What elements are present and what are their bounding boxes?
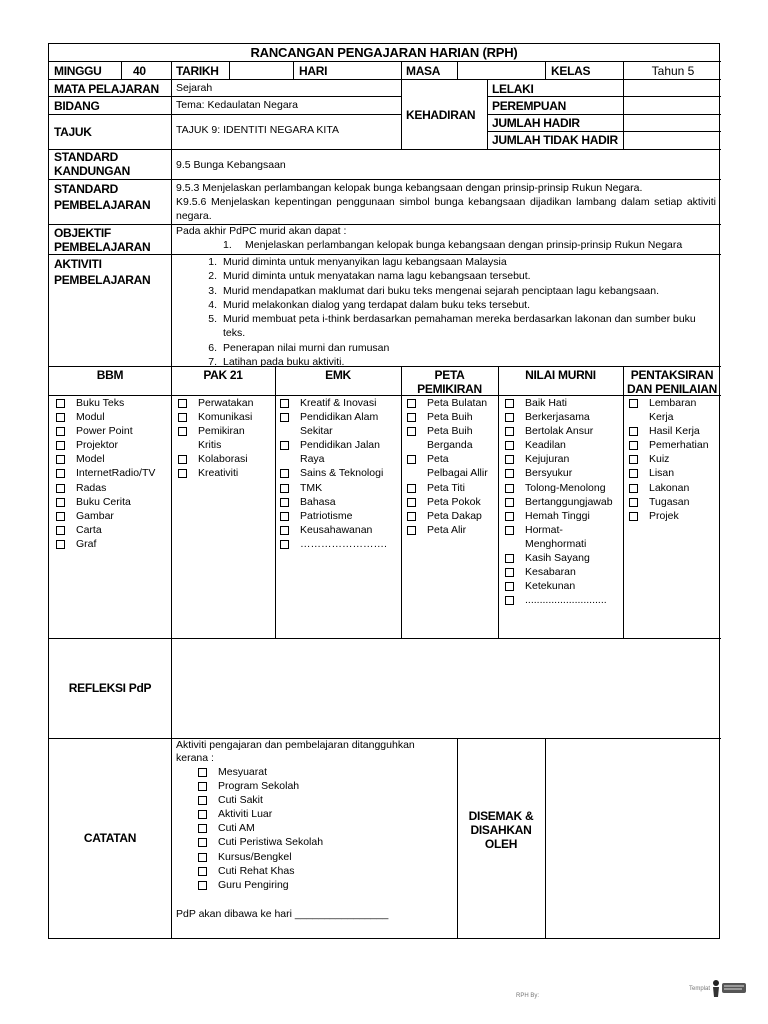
bbm-option-label: Radas bbox=[76, 481, 107, 494]
pak21-option-label: Komunikasi bbox=[198, 411, 253, 424]
aktiviti-item-text: Latihan pada buku aktiviti. bbox=[223, 356, 345, 369]
emk-checklist bbox=[279, 396, 395, 551]
checkbox-icon[interactable] bbox=[280, 399, 289, 408]
aktiviti-label: AKTIVITI PEMBELAJARAN bbox=[54, 257, 151, 287]
bbm-option-label: Modul bbox=[76, 411, 105, 424]
mata-pelajaran-value[interactable]: Sejarah bbox=[176, 82, 213, 94]
peta-pemikiran-option[interactable] bbox=[406, 523, 490, 537]
nilai-murni-option[interactable] bbox=[504, 551, 616, 565]
catatan-option[interactable] bbox=[197, 765, 447, 779]
objektif-intro: Pada akhir PdPC murid akan dapat : bbox=[176, 225, 347, 237]
aktiviti-item[interactable] bbox=[199, 298, 711, 312]
catatan-option-label: Program Sekolah bbox=[218, 780, 300, 793]
checkbox-icon[interactable] bbox=[407, 455, 416, 464]
catatan-intro: Aktiviti pengajaran dan pembelajaran ditangguhkan kerana : bbox=[176, 739, 415, 764]
emk-option-label: Keusahawanan bbox=[300, 523, 373, 536]
nilai-murni-option-label: Kejujuran bbox=[525, 453, 570, 466]
catatan-option[interactable] bbox=[197, 835, 447, 849]
pentaksiran-option-label: Kuiz bbox=[649, 453, 670, 466]
aktiviti-item-text: Murid mendapatkan maklumat dari buku teks mengenai sejarah penciptaan lagu kebangsaan. bbox=[223, 284, 660, 297]
catatan-label: CATATAN bbox=[83, 831, 137, 845]
checkbox-icon[interactable] bbox=[280, 526, 289, 535]
bbm-option-label: Carta bbox=[76, 523, 102, 536]
peta-pemikiran-option[interactable] bbox=[406, 424, 490, 452]
peta-pemikiran-option[interactable] bbox=[406, 396, 490, 410]
peta-pemikiran-option-label: Peta Titi bbox=[427, 481, 465, 494]
checkbox-icon[interactable] bbox=[198, 782, 207, 791]
emk-option[interactable] bbox=[279, 438, 395, 466]
nilai-murni-option-label: Baik Hati bbox=[525, 397, 568, 409]
pentaksiran-option-label: Pemerhatian bbox=[649, 439, 709, 452]
checkbox-icon[interactable] bbox=[407, 526, 416, 535]
checkbox-icon[interactable] bbox=[56, 526, 65, 535]
aktiviti-item[interactable] bbox=[199, 341, 711, 355]
pak21-option-label: Kreativiti bbox=[198, 467, 239, 480]
checkbox-icon[interactable] bbox=[280, 441, 289, 450]
bbm-option-label: Model bbox=[76, 453, 105, 466]
catatan-option[interactable] bbox=[197, 779, 447, 793]
pdp-dibawa-text[interactable]: PdP akan dibawa ke hari ________________ bbox=[176, 908, 389, 920]
emk-option-label: Pendidikan Alam Sekitar bbox=[300, 411, 379, 438]
bbm-option[interactable] bbox=[55, 424, 167, 438]
bbm-option-label: Projektor bbox=[76, 439, 119, 452]
aktiviti-item-number: 3. bbox=[208, 284, 217, 297]
checkbox-icon[interactable] bbox=[56, 399, 65, 408]
emk-option[interactable] bbox=[279, 509, 395, 523]
pak21-header: PAK 21 bbox=[203, 368, 243, 382]
nilai-murni-option[interactable] bbox=[504, 481, 616, 495]
nilai-murni-header: NILAI MURNI bbox=[525, 368, 596, 382]
aktiviti-item-number: 2. bbox=[208, 270, 217, 283]
footer-templat: Templat bbox=[689, 986, 711, 992]
aktiviti-item-text: Murid melakonkan dialog yang terdapat dalam buku teks tersebut. bbox=[223, 298, 531, 311]
standard-pembelajaran-value[interactable]: 9.5.3 Menjelaskan perlambangan kelopak bunga kebangsaan dengan prinsip-prinsip Rukun Negara. K9.5.6 Menjelaskan kepentingan penggunaan simbol bunga kebangsaan dijadikan lambang dalam setiap aktiviti negara. bbox=[176, 182, 716, 222]
checkbox-icon[interactable] bbox=[198, 881, 207, 890]
emk-option[interactable] bbox=[279, 537, 395, 551]
bbm-option-label: Gambar bbox=[76, 509, 114, 522]
pak21-option[interactable] bbox=[177, 396, 269, 410]
checkbox-icon[interactable] bbox=[56, 512, 65, 521]
jumlah-hadir-label: JUMLAH HADIR bbox=[492, 116, 580, 130]
checkbox-icon[interactable] bbox=[505, 582, 514, 591]
peta-pemikiran-option[interactable] bbox=[406, 410, 490, 424]
aktiviti-item[interactable] bbox=[199, 312, 711, 341]
checkbox-icon[interactable] bbox=[198, 810, 207, 819]
checkbox-icon[interactable] bbox=[505, 526, 514, 535]
checkbox-icon[interactable] bbox=[629, 399, 638, 408]
checkbox-icon[interactable] bbox=[178, 427, 187, 436]
nilai-murni-option-label: Tolong-Menolong bbox=[525, 481, 606, 494]
checkbox-icon[interactable] bbox=[505, 554, 514, 563]
pentaksiran-option-label: Projek bbox=[649, 509, 679, 522]
jumlah-tidak-hadir-field[interactable] bbox=[624, 132, 720, 148]
checkbox-icon[interactable] bbox=[56, 469, 65, 478]
peta-pemikiran-option[interactable] bbox=[406, 481, 490, 495]
checkbox-icon[interactable] bbox=[280, 413, 289, 422]
aktiviti-item-text: Murid diminta untuk menyanyikan lagu kebangsaan Malaysia bbox=[223, 256, 507, 268]
checkbox-icon[interactable] bbox=[505, 596, 514, 605]
checkbox-icon[interactable] bbox=[505, 427, 514, 436]
nilai-murni-option-label: Kesabaran bbox=[525, 566, 576, 579]
bbm-option[interactable] bbox=[55, 410, 167, 424]
checkbox-icon[interactable] bbox=[198, 838, 207, 847]
nilai-murni-option-label: ............................ bbox=[525, 594, 607, 607]
checkbox-icon[interactable] bbox=[505, 441, 514, 450]
checkbox-icon[interactable] bbox=[56, 455, 65, 464]
peta-pemikiran-checklist bbox=[406, 396, 490, 537]
pak21-option-label: Perwatakan bbox=[198, 397, 254, 409]
nilai-murni-option[interactable] bbox=[504, 452, 616, 466]
checkbox-icon[interactable] bbox=[178, 413, 187, 422]
emk-option[interactable] bbox=[279, 410, 395, 438]
kehadiran-label: KEHADIRAN bbox=[406, 108, 476, 122]
checkbox-icon[interactable] bbox=[280, 469, 289, 478]
bbm-option[interactable] bbox=[55, 509, 167, 523]
lelaki-label: LELAKI bbox=[492, 82, 534, 96]
peta-pemikiran-option-label: Peta Pelbagai Allir bbox=[427, 453, 488, 480]
disemak-signature-field[interactable] bbox=[546, 739, 720, 938]
checkbox-icon[interactable] bbox=[505, 469, 514, 478]
peta-pemikiran-option-label: Peta Pokok bbox=[427, 495, 481, 508]
catatan-option-label: Kursus/Bengkel bbox=[218, 850, 292, 863]
bbm-option-label: Graf bbox=[76, 537, 97, 550]
checkbox-icon[interactable] bbox=[629, 498, 638, 507]
checkbox-icon[interactable] bbox=[629, 484, 638, 493]
checkbox-icon[interactable] bbox=[178, 469, 187, 478]
checkbox-icon[interactable] bbox=[56, 427, 65, 436]
refleksi-label: REFLEKSI PdP bbox=[68, 681, 152, 695]
checkbox-icon[interactable] bbox=[629, 441, 638, 450]
jumlah-tidak-hadir-label: JUMLAH TIDAK HADIR bbox=[492, 133, 618, 147]
rph-form bbox=[48, 43, 720, 939]
checkbox-icon[interactable] bbox=[505, 455, 514, 464]
nilai-murni-option[interactable] bbox=[504, 579, 616, 593]
checkbox-icon[interactable] bbox=[280, 484, 289, 493]
aktiviti-item-number: 7. bbox=[208, 356, 217, 369]
pentaksiran-option[interactable] bbox=[628, 481, 718, 495]
pentaksiran-option[interactable] bbox=[628, 396, 718, 424]
perempuan-label: PEREMPUAN bbox=[492, 99, 566, 113]
bbm-option-label: Power Point bbox=[76, 425, 133, 438]
masa-label: MASA bbox=[406, 64, 441, 78]
peta-pemikiran-option-label: Peta Dakap bbox=[427, 509, 482, 522]
bbm-option[interactable] bbox=[55, 537, 167, 551]
checkbox-icon[interactable] bbox=[407, 399, 416, 408]
nilai-murni-option[interactable] bbox=[504, 466, 616, 480]
pak21-option-label: Kolaborasi bbox=[198, 453, 248, 466]
checkbox-icon[interactable] bbox=[178, 455, 187, 464]
lelaki-field[interactable] bbox=[624, 80, 720, 96]
emk-option[interactable] bbox=[279, 396, 395, 410]
nilai-murni-option-label: Keadilan bbox=[525, 439, 566, 452]
bbm-option[interactable] bbox=[55, 523, 167, 537]
peta-pemikiran-option-label: Peta Alir bbox=[427, 523, 467, 536]
catatan-option[interactable] bbox=[197, 807, 447, 821]
pentaksiran-option[interactable] bbox=[628, 495, 718, 509]
aktiviti-item-text: Murid membuat peta i-think berdasarkan pemahaman mereka berdasarkan lakonan dan sumber buku teks. bbox=[223, 313, 696, 340]
pak21-option[interactable] bbox=[177, 410, 269, 424]
emk-option-label: Bahasa bbox=[300, 495, 336, 508]
nilai-murni-option[interactable] bbox=[504, 410, 616, 424]
catatan-option-label: Cuti AM bbox=[218, 822, 255, 835]
nilai-murni-option[interactable] bbox=[504, 509, 616, 523]
bbm-option-label: Buku Teks bbox=[76, 397, 125, 409]
catatan-option[interactable] bbox=[197, 821, 447, 835]
aktiviti-list bbox=[199, 255, 711, 369]
catatan-checklist bbox=[197, 765, 447, 892]
peta-pemikiran-option-label: Peta Buih Berganda bbox=[427, 425, 473, 452]
aktiviti-item[interactable] bbox=[199, 284, 711, 298]
nilai-murni-option[interactable] bbox=[504, 523, 616, 551]
checkbox-icon[interactable] bbox=[407, 413, 416, 422]
bbm-option[interactable] bbox=[55, 466, 167, 480]
nilai-murni-option-label: Ketekunan bbox=[525, 580, 576, 593]
nilai-murni-option-label: Berkerjasama bbox=[525, 411, 590, 424]
pak21-option[interactable] bbox=[177, 466, 269, 480]
nilai-murni-option[interactable] bbox=[504, 396, 616, 410]
peta-pemikiran-option[interactable] bbox=[406, 452, 490, 480]
checkbox-icon[interactable] bbox=[56, 441, 65, 450]
checkbox-icon[interactable] bbox=[280, 512, 289, 521]
checkbox-icon[interactable] bbox=[629, 427, 638, 436]
nilai-murni-option[interactable] bbox=[504, 438, 616, 452]
pentaksiran-option[interactable] bbox=[628, 424, 718, 438]
footer-rph-by: RPH By: bbox=[516, 993, 540, 999]
checkbox-icon[interactable] bbox=[56, 413, 65, 422]
aktiviti-item[interactable] bbox=[199, 269, 711, 283]
nilai-murni-option[interactable] bbox=[504, 495, 616, 509]
aktiviti-item-number: 6. bbox=[208, 341, 217, 354]
checkbox-icon[interactable] bbox=[629, 512, 638, 521]
emk-option[interactable] bbox=[279, 495, 395, 509]
nilai-murni-option-label: Hormat-Menghormati bbox=[525, 523, 587, 550]
checkbox-icon[interactable] bbox=[505, 498, 514, 507]
peta-pemikiran-option[interactable] bbox=[406, 509, 490, 523]
aktiviti-item-text: Murid diminta untuk menyatakan nama lagu kebangsaan tersebut. bbox=[223, 270, 531, 283]
emk-header: EMK bbox=[325, 368, 351, 382]
checkbox-icon[interactable] bbox=[56, 540, 65, 549]
catatan-option-label: Mesyuarat bbox=[218, 766, 268, 778]
checkbox-icon[interactable] bbox=[198, 867, 207, 876]
standard-kandungan-label: STANDARD KANDUNGAN bbox=[54, 150, 130, 178]
checkbox-icon[interactable] bbox=[198, 796, 207, 805]
refleksi-field[interactable] bbox=[172, 639, 720, 737]
pentaksiran-option[interactable] bbox=[628, 452, 718, 466]
bbm-option-label: Buku Cerita bbox=[76, 495, 131, 508]
kelas-value[interactable]: Tahun 5 bbox=[651, 64, 695, 78]
checkbox-icon[interactable] bbox=[178, 399, 187, 408]
checkbox-icon[interactable] bbox=[407, 484, 416, 493]
emk-option-label: ……………………. bbox=[300, 537, 387, 550]
standard-pembelajaran-label: STANDARD PEMBELAJARAN bbox=[54, 182, 151, 212]
nilai-murni-option[interactable] bbox=[504, 593, 616, 607]
checkbox-icon[interactable] bbox=[280, 540, 289, 549]
pentaksiran-option[interactable] bbox=[628, 466, 718, 480]
kelas-label: KELAS bbox=[551, 64, 591, 78]
pak21-option-label: Pemikiran Kritis bbox=[198, 425, 245, 452]
bbm-option[interactable] bbox=[55, 396, 167, 410]
objektif-label: OBJEKTIF PEMBELAJARAN bbox=[54, 226, 151, 254]
bidang-label: BIDANG bbox=[54, 99, 100, 113]
bbm-option[interactable] bbox=[55, 438, 167, 452]
aktiviti-item-text: Penerapan nilai murni dan rumusan bbox=[223, 341, 390, 354]
emk-option-label: Sains & Teknologi bbox=[300, 467, 384, 480]
catatan-option[interactable] bbox=[197, 864, 447, 878]
nilai-murni-checklist bbox=[504, 396, 616, 607]
pentaksiran-option-label: Lakonan bbox=[649, 481, 690, 494]
checkbox-icon[interactable] bbox=[198, 768, 207, 777]
catatan-option[interactable] bbox=[197, 878, 447, 892]
pentaksiran-option-label: Lisan bbox=[649, 467, 675, 480]
minggu-label: MINGGU bbox=[54, 64, 102, 78]
hari-label: HARI bbox=[299, 64, 328, 78]
pak21-checklist bbox=[177, 396, 269, 481]
objektif-item-num: 1. bbox=[223, 239, 232, 251]
emk-option-label: Kreatif & Inovasi bbox=[300, 397, 377, 409]
nilai-murni-option[interactable] bbox=[504, 424, 616, 438]
pentaksiran-option-label: Lembaran Kerja bbox=[649, 397, 697, 424]
mata-pelajaran-label: MATA PELAJARAN bbox=[54, 82, 159, 96]
peta-pemikiran-option-label: Peta Bulatan bbox=[427, 397, 488, 409]
peta-pemikiran-header: PETA PEMIKIRAN bbox=[417, 368, 482, 396]
pentaksiran-option[interactable] bbox=[628, 509, 718, 523]
bbm-option[interactable] bbox=[55, 481, 167, 495]
peta-pemikiran-option[interactable] bbox=[406, 495, 490, 509]
pentaksiran-checklist bbox=[628, 396, 718, 523]
nilai-murni-option-label: Hemah Tinggi bbox=[525, 509, 590, 522]
form-title: RANCANGAN PENGAJARAN HARIAN (RPH) bbox=[250, 45, 518, 60]
pak21-option[interactable] bbox=[177, 452, 269, 466]
catatan-option-label: Cuti Sakit bbox=[218, 794, 263, 807]
bbm-option-label: InternetRadio/TV bbox=[76, 467, 156, 480]
checkbox-icon[interactable] bbox=[56, 498, 65, 507]
bbm-header: BBM bbox=[96, 368, 124, 382]
checkbox-icon[interactable] bbox=[198, 853, 207, 862]
minggu-value[interactable]: 40 bbox=[133, 64, 146, 78]
emk-option-label: TMK bbox=[300, 481, 323, 494]
catatan-option[interactable] bbox=[197, 793, 447, 807]
checkbox-icon[interactable] bbox=[407, 498, 416, 507]
emk-option[interactable] bbox=[279, 523, 395, 537]
checkbox-icon[interactable] bbox=[198, 824, 207, 833]
emk-option[interactable] bbox=[279, 466, 395, 480]
standard-kandungan-value[interactable]: 9.5 Bunga Kebangsaan bbox=[176, 159, 286, 171]
nilai-murni-option-label: Kasih Sayang bbox=[525, 552, 590, 565]
aktiviti-item-number: 5. bbox=[208, 313, 217, 326]
nilai-murni-option-label: Bersyukur bbox=[525, 467, 573, 480]
checkbox-icon[interactable] bbox=[505, 484, 514, 493]
checkbox-icon[interactable] bbox=[56, 484, 65, 493]
pentaksiran-header: PENTAKSIRAN DAN PENILAIAN bbox=[626, 368, 718, 396]
bbm-checklist bbox=[55, 396, 167, 551]
nilai-murni-option-label: Bertolak Ansur bbox=[525, 425, 594, 438]
checkbox-icon[interactable] bbox=[505, 568, 514, 577]
catatan-option-label: Cuti Peristiwa Sekolah bbox=[218, 836, 324, 849]
nilai-murni-option-label: Bertanggungjawab bbox=[525, 495, 613, 508]
tajuk-label: TAJUK bbox=[54, 125, 92, 139]
emk-option[interactable] bbox=[279, 481, 395, 495]
pentaksiran-option[interactable] bbox=[628, 438, 718, 452]
pentaksiran-option-label: Hasil Kerja bbox=[649, 425, 700, 438]
aktiviti-item[interactable] bbox=[199, 255, 711, 269]
emk-option-label: Patriotisme bbox=[300, 509, 353, 522]
pentaksiran-option-label: Tugasan bbox=[649, 495, 690, 508]
jumlah-hadir-field[interactable] bbox=[624, 115, 720, 131]
checkbox-icon[interactable] bbox=[505, 399, 514, 408]
checkbox-icon[interactable] bbox=[505, 512, 514, 521]
tarikh-label: TARIKH bbox=[176, 64, 219, 78]
catatan-option-label: Cuti Rehat Khas bbox=[218, 864, 295, 877]
catatan-option-label: Aktiviti Luar bbox=[218, 808, 273, 821]
objektif-item[interactable]: Menjelaskan perlambangan kelopak bunga kebangsaan dengan prinsip-prinsip Rukun Negara bbox=[245, 239, 683, 251]
bbm-option[interactable] bbox=[55, 495, 167, 509]
bbm-option[interactable] bbox=[55, 452, 167, 466]
tajuk-value[interactable]: TAJUK 9: IDENTITI NEGARA KITA bbox=[176, 124, 339, 136]
nilai-murni-option[interactable] bbox=[504, 565, 616, 579]
checkbox-icon[interactable] bbox=[629, 455, 638, 464]
bidang-value[interactable]: Tema: Kedaulatan Negara bbox=[176, 99, 298, 111]
checkbox-icon[interactable] bbox=[407, 512, 416, 521]
checkbox-icon[interactable] bbox=[505, 413, 514, 422]
footer-logo-icon bbox=[708, 977, 748, 1004]
aktiviti-item-number: 4. bbox=[208, 298, 217, 311]
checkbox-icon[interactable] bbox=[629, 469, 638, 478]
checkbox-icon[interactable] bbox=[407, 427, 416, 436]
catatan-option[interactable] bbox=[197, 850, 447, 864]
perempuan-field[interactable] bbox=[624, 97, 720, 113]
checkbox-icon[interactable] bbox=[280, 498, 289, 507]
emk-option-label: Pendidikan Jalan Raya bbox=[300, 439, 380, 466]
pak21-option[interactable] bbox=[177, 424, 269, 452]
disemak-label: DISEMAK & DISAHKAN OLEH bbox=[468, 809, 534, 851]
aktiviti-item-number: 1. bbox=[208, 256, 217, 268]
peta-pemikiran-option-label: Peta Buih bbox=[427, 411, 473, 424]
catatan-option-label: Guru Pengiring bbox=[218, 878, 289, 891]
